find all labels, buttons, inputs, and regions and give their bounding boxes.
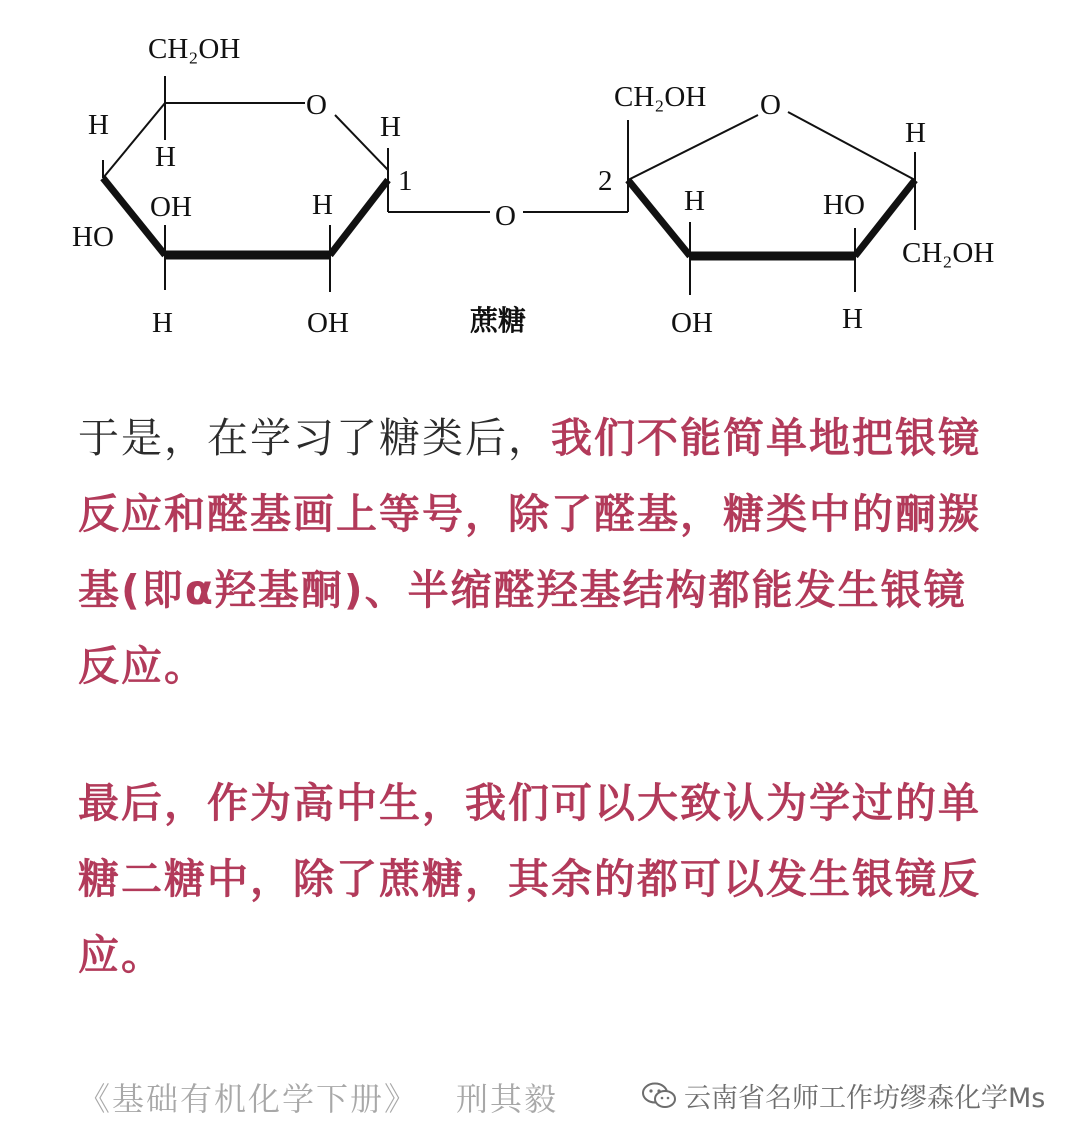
ho-label: HO: [823, 189, 865, 221]
ch2oh-label: CH₂OH: [614, 81, 707, 113]
oh-label: OH: [150, 191, 192, 223]
sucrose-structure-diagram: [0, 0, 1080, 360]
h-label: H: [684, 185, 705, 217]
oh-label: OH: [671, 307, 713, 339]
paragraph-1: [78, 400, 1008, 704]
watermark: [640, 1076, 1045, 1115]
paragraph-1-plain: 于是，在学习了糖类后，: [78, 414, 551, 462]
paragraph-2-highlight: 最后，作为高中生，我们可以大致认为学过的单糖二糖中，除了蔗糖，其余的都可以发生银镜反应。: [78, 779, 981, 979]
h-label: H: [88, 109, 109, 141]
oh-label: OH: [307, 307, 349, 339]
source-citation: [78, 1074, 596, 1120]
h-label: H: [842, 303, 863, 335]
ring-oxygen-label: O: [760, 89, 781, 121]
source-book-title: 《基础有机化学下册》: [78, 1080, 419, 1118]
source-author: 刑其毅: [456, 1080, 559, 1118]
ch2oh-label: CH₂OH: [902, 237, 995, 269]
carbon-number-label: 1: [398, 165, 413, 197]
glucose-ring-labels: [72, 33, 413, 339]
h-label: H: [155, 141, 176, 173]
ho-label: HO: [72, 221, 114, 253]
paragraph-2: [78, 765, 1008, 993]
paragraph-1-highlight: 我们不能简单地把银镜反应和醛基画上等号，除了醛基，糖类中的酮羰基(即α羟基酮)、半缩醛羟基结构都能发生银镜反应。: [78, 414, 981, 690]
ch2oh-label: CH₂OH: [148, 33, 241, 65]
diagram-caption: 蔗糖: [470, 304, 527, 337]
h-label: H: [905, 117, 926, 149]
carbon-number-label: 2: [598, 165, 613, 197]
bridge-oxygen-label: O: [495, 200, 516, 232]
wechat-icon: [640, 1081, 678, 1111]
h-label: H: [152, 307, 173, 339]
fructose-ring-labels: [598, 81, 994, 339]
h-label: H: [380, 111, 401, 143]
watermark-text: 云南省名师工作坊缪森化学Ms: [684, 1083, 1046, 1114]
ring-oxygen-label: O: [306, 89, 327, 121]
h-label: H: [312, 189, 333, 221]
